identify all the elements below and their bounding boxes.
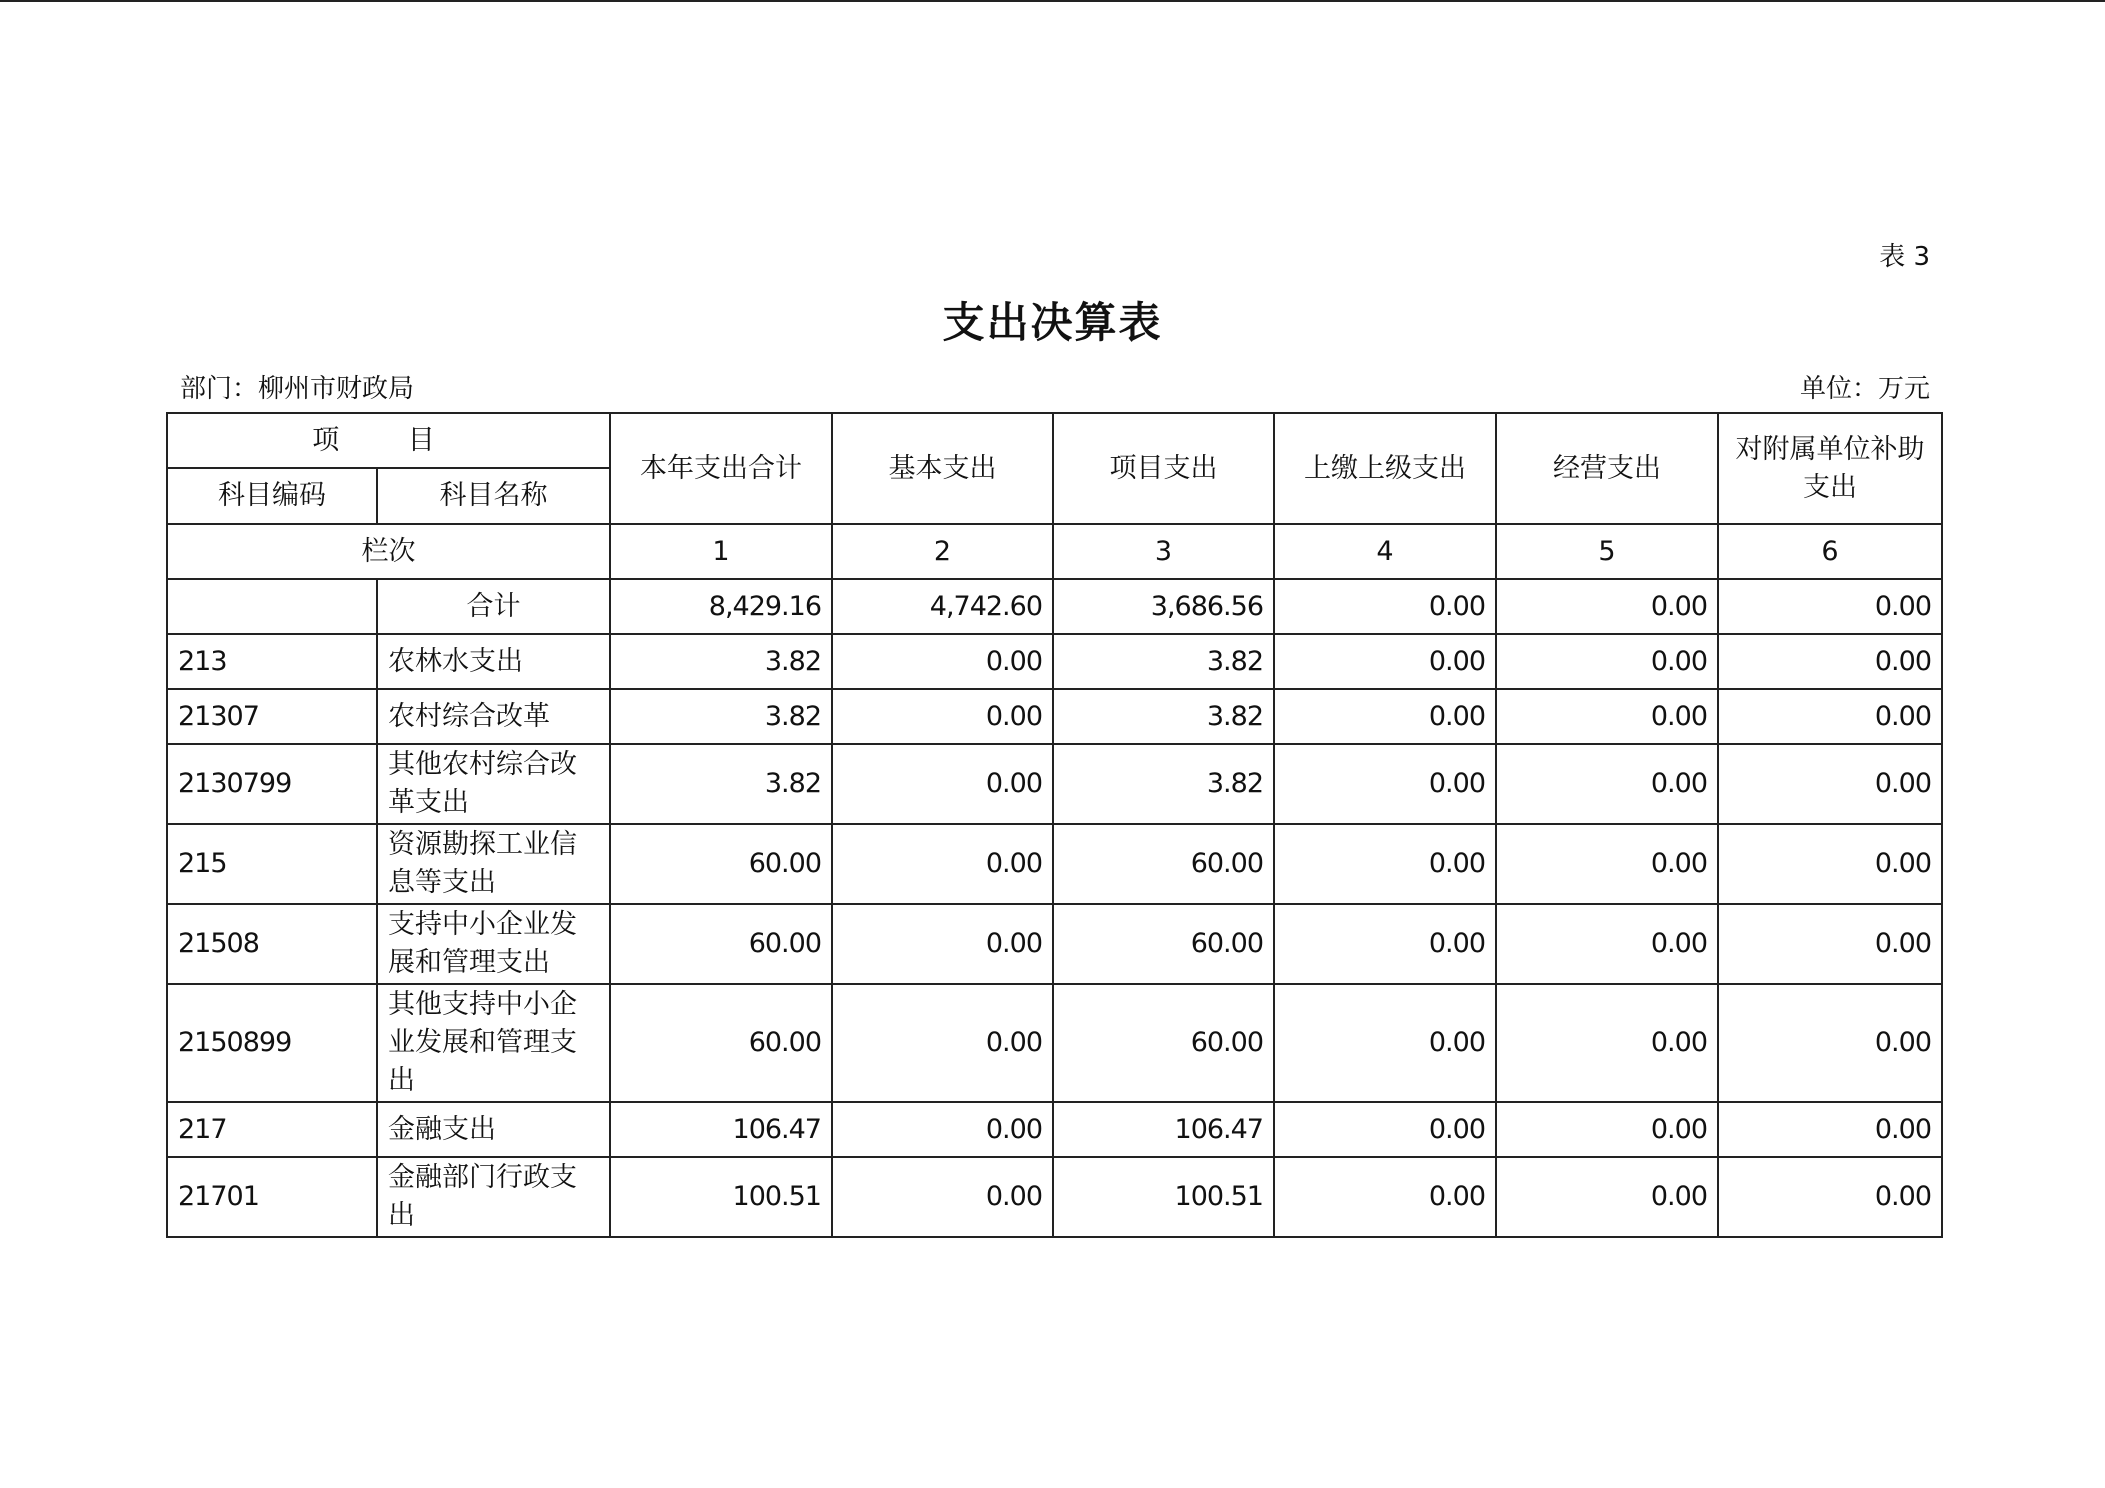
amount-cell: 0.00 — [1718, 579, 1942, 634]
amount-cell: 100.51 — [610, 1157, 832, 1237]
amount-cell: 8,429.16 — [610, 579, 832, 634]
amount-cell: 0.00 — [1496, 579, 1718, 634]
column-index-label: 栏次 — [167, 524, 610, 579]
subject-name: 其他支持中小企业发展和管理支出 — [377, 984, 610, 1102]
amount-cell: 0.00 — [1718, 744, 1942, 824]
amount-cell: 0.00 — [832, 689, 1053, 744]
subject-code: 213 — [167, 634, 377, 689]
subject-code: 21508 — [167, 904, 377, 984]
amount-cell: 3.82 — [1053, 634, 1274, 689]
amount-cell: 0.00 — [832, 634, 1053, 689]
amount-cell: 106.47 — [610, 1102, 832, 1157]
amount-cell: 106.47 — [1053, 1102, 1274, 1157]
amount-cell: 0.00 — [1718, 689, 1942, 744]
amount-cell: 0.00 — [1274, 744, 1496, 824]
amount-cell: 0.00 — [1274, 634, 1496, 689]
amount-cell: 0.00 — [1718, 824, 1942, 904]
table-row — [167, 904, 1942, 984]
column-index-number: 3 — [1053, 524, 1274, 579]
table-row — [167, 984, 1942, 1102]
amount-cell: 0.00 — [832, 1157, 1053, 1237]
column-index-number: 5 — [1496, 524, 1718, 579]
column-index-number: 4 — [1274, 524, 1496, 579]
subject-code: 2150899 — [167, 984, 377, 1102]
amount-cell: 0.00 — [1718, 1102, 1942, 1157]
subject-code: 215 — [167, 824, 377, 904]
header-basic: 基本支出 — [832, 413, 1053, 524]
amount-cell: 0.00 — [1496, 824, 1718, 904]
header-project: 项 目 — [167, 413, 610, 468]
total-row — [167, 579, 1942, 634]
amount-cell: 60.00 — [1053, 824, 1274, 904]
subject-name: 农林水支出 — [377, 634, 610, 689]
amount-cell: 0.00 — [1496, 634, 1718, 689]
header-subsidiary: 对附属单位补助支出 — [1718, 413, 1942, 524]
amount-cell: 60.00 — [610, 824, 832, 904]
document-title: 支出决算表 — [942, 298, 1163, 347]
subject-name: 合计 — [377, 579, 610, 634]
amount-cell: 60.00 — [1053, 904, 1274, 984]
amount-cell: 0.00 — [1496, 1157, 1718, 1237]
subject-code: 21307 — [167, 689, 377, 744]
table-number: 表 3 — [1879, 242, 1930, 272]
amount-cell: 3.82 — [1053, 689, 1274, 744]
amount-cell: 0.00 — [1496, 904, 1718, 984]
amount-cell: 0.00 — [1718, 904, 1942, 984]
header-row-1 — [167, 413, 1942, 468]
amount-cell: 4,742.60 — [832, 579, 1053, 634]
subject-code: 21701 — [167, 1157, 377, 1237]
table-row — [167, 824, 1942, 904]
amount-cell: 0.00 — [1718, 634, 1942, 689]
header-name: 科目名称 — [377, 468, 610, 524]
column-index-row — [167, 524, 1942, 579]
amount-cell: 0.00 — [1496, 689, 1718, 744]
subject-name: 金融部门行政支出 — [377, 1157, 610, 1237]
amount-cell: 3.82 — [610, 634, 832, 689]
table-row — [167, 634, 1942, 689]
subject-code: 2130799 — [167, 744, 377, 824]
amount-cell: 0.00 — [1274, 689, 1496, 744]
amount-cell: 0.00 — [1718, 984, 1942, 1102]
amount-cell: 3.82 — [610, 744, 832, 824]
subject-name: 资源勘探工业信息等支出 — [377, 824, 610, 904]
amount-cell: 3.82 — [1053, 744, 1274, 824]
header-project-expenditure: 项目支出 — [1053, 413, 1274, 524]
amount-cell: 60.00 — [610, 904, 832, 984]
amount-cell: 0.00 — [1274, 984, 1496, 1102]
header-code: 科目编码 — [167, 468, 377, 524]
column-index-number: 6 — [1718, 524, 1942, 579]
amount-cell: 60.00 — [610, 984, 832, 1102]
amount-cell: 0.00 — [1496, 1102, 1718, 1157]
table-row — [167, 1102, 1942, 1157]
header-upper-level: 上缴上级支出 — [1274, 413, 1496, 524]
amount-cell: 0.00 — [1274, 579, 1496, 634]
top-rule — [0, 0, 2105, 2]
subject-name: 农村综合改革 — [377, 689, 610, 744]
header-business: 经营支出 — [1496, 413, 1718, 524]
amount-cell: 0.00 — [1274, 1102, 1496, 1157]
subject-name: 其他农村综合改革支出 — [377, 744, 610, 824]
expenditure-table — [166, 412, 1943, 1238]
amount-cell: 0.00 — [832, 824, 1053, 904]
amount-cell: 3.82 — [610, 689, 832, 744]
amount-cell: 0.00 — [1274, 1157, 1496, 1237]
column-index-number: 2 — [832, 524, 1053, 579]
amount-cell: 100.51 — [1053, 1157, 1274, 1237]
table-row — [167, 744, 1942, 824]
subject-code: 217 — [167, 1102, 377, 1157]
subject-name: 金融支出 — [377, 1102, 610, 1157]
department-label: 部门：柳州市财政局 — [180, 374, 415, 404]
column-index-number: 1 — [610, 524, 832, 579]
amount-cell: 3,686.56 — [1053, 579, 1274, 634]
table-row — [167, 1157, 1942, 1237]
amount-cell: 0.00 — [1274, 824, 1496, 904]
unit-label: 单位：万元 — [1799, 374, 1930, 404]
header-total: 本年支出合计 — [610, 413, 832, 524]
amount-cell: 0.00 — [832, 904, 1053, 984]
amount-cell: 60.00 — [1053, 984, 1274, 1102]
table-row — [167, 689, 1942, 744]
amount-cell: 0.00 — [1496, 744, 1718, 824]
subject-name: 支持中小企业发展和管理支出 — [377, 904, 610, 984]
amount-cell: 0.00 — [832, 984, 1053, 1102]
amount-cell: 0.00 — [832, 744, 1053, 824]
amount-cell: 0.00 — [1274, 904, 1496, 984]
amount-cell: 0.00 — [1718, 1157, 1942, 1237]
subject-code — [167, 579, 377, 634]
amount-cell: 0.00 — [832, 1102, 1053, 1157]
amount-cell: 0.00 — [1496, 984, 1718, 1102]
